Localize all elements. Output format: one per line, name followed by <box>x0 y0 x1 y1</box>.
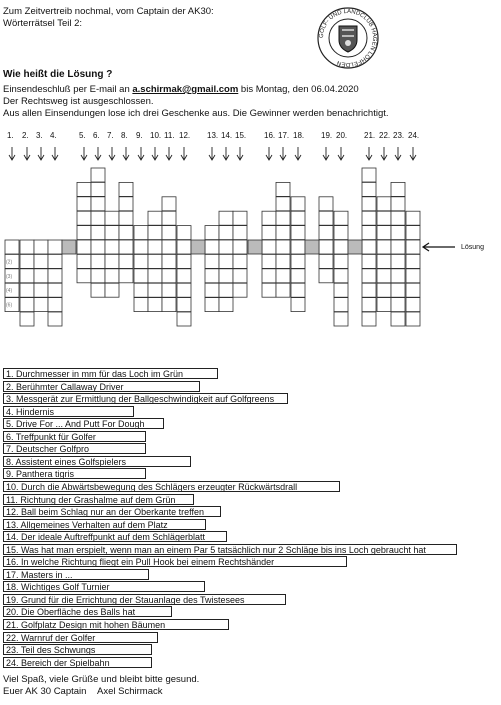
grid-cell[interactable] <box>334 254 348 268</box>
grid-cell[interactable] <box>377 240 391 254</box>
grid-cell[interactable] <box>91 283 105 297</box>
column-number: 4. <box>50 131 57 140</box>
grid-cell[interactable] <box>276 197 290 211</box>
grid-cell[interactable] <box>77 226 91 240</box>
grid-cell[interactable] <box>219 269 233 283</box>
grid-cell[interactable] <box>148 298 162 312</box>
email-link[interactable]: a.schirmak@gmail.com <box>132 84 239 95</box>
grid-cell[interactable] <box>319 269 333 283</box>
down-arrow-icon <box>280 147 286 160</box>
grid-cell[interactable] <box>262 226 276 240</box>
grid-cell[interactable] <box>177 240 191 254</box>
down-arrow-icon <box>152 147 158 160</box>
grid-cell[interactable] <box>233 211 247 225</box>
grid-cell[interactable] <box>291 226 305 240</box>
grid-cell[interactable] <box>291 211 305 225</box>
grid-cell[interactable] <box>233 269 247 283</box>
down-arrow-icon <box>52 147 58 160</box>
grid-cell[interactable] <box>334 226 348 240</box>
grid-cell[interactable] <box>391 298 405 312</box>
grid-cell[interactable] <box>291 298 305 312</box>
down-arrow-icon <box>266 147 272 160</box>
grid-cell[interactable] <box>377 269 391 283</box>
grid-cell[interactable] <box>119 211 133 225</box>
column-number: 1. <box>7 131 14 140</box>
grid-cell[interactable] <box>262 269 276 283</box>
grid-cell[interactable] <box>219 283 233 297</box>
grid-cell[interactable] <box>377 298 391 312</box>
grid-cell[interactable] <box>105 240 119 254</box>
grid-cell[interactable] <box>219 211 233 225</box>
clue-item: 9. Panthera tigris <box>3 468 146 479</box>
grid-cell[interactable] <box>362 240 376 254</box>
grid-cell[interactable] <box>134 298 148 312</box>
grid-cell[interactable] <box>233 226 247 240</box>
column-number: 24. <box>408 131 420 140</box>
clue-item: 19. Grund für die Errichtung der Stauanlage des Twistesees <box>3 594 286 605</box>
clue-item: 6. Treffpunkt für Golfer <box>3 431 146 442</box>
grid-cell[interactable] <box>219 298 233 312</box>
grid-cell[interactable] <box>391 312 405 326</box>
grid-cell[interactable] <box>119 254 133 268</box>
grid-cell[interactable] <box>91 269 105 283</box>
down-arrow-icon <box>109 147 115 160</box>
clue-item: 11. Richtung der Grashalme auf dem Grün <box>3 494 194 505</box>
column-number: 5. <box>79 131 86 140</box>
grid-cell[interactable] <box>119 182 133 196</box>
grid-cell[interactable] <box>162 283 176 297</box>
down-arrow-icon <box>181 147 187 160</box>
grid-cell[interactable] <box>205 269 219 283</box>
column-number: 12. <box>179 131 191 140</box>
grid-cell[interactable] <box>5 240 19 254</box>
grid-cell[interactable] <box>276 211 290 225</box>
clue-item: 10. Durch die Abwärtsbewegung des Schlägers erzeugter Rückwärtsdrall <box>3 481 340 492</box>
down-arrow-icon <box>81 147 87 160</box>
grid-cell[interactable] <box>219 240 233 254</box>
signature <box>3 686 162 697</box>
grid-cell[interactable] <box>119 269 133 283</box>
grid-cell[interactable] <box>48 240 62 254</box>
down-arrow-icon <box>381 147 387 160</box>
grid-cell[interactable] <box>391 197 405 211</box>
grid-cell[interactable] <box>406 312 420 326</box>
row-marker: (2) <box>6 259 13 266</box>
grid-cell[interactable] <box>406 269 420 283</box>
down-arrow-icon <box>9 147 15 160</box>
grid-cell[interactable] <box>134 240 148 254</box>
down-arrow-icon <box>323 147 329 160</box>
grid-cell[interactable] <box>20 283 34 297</box>
grid-cell[interactable] <box>148 283 162 297</box>
separator-cell <box>248 240 262 254</box>
grid-cell[interactable] <box>177 283 191 297</box>
grid-cell[interactable] <box>276 269 290 283</box>
separator-cell <box>305 240 319 254</box>
down-arrow-icon <box>366 147 372 160</box>
grid-cell[interactable] <box>276 240 290 254</box>
grid-cell[interactable] <box>391 182 405 196</box>
clue-item: 2. Berühmter Callaway Driver <box>3 381 200 392</box>
grid-cell[interactable] <box>291 240 305 254</box>
grid-cell[interactable] <box>362 168 376 182</box>
grid-cell[interactable] <box>205 254 219 268</box>
grid-cell[interactable] <box>105 254 119 268</box>
clue-item: 15. Was hat man erspielt, wenn man an einem Par 5 tatsächlich nur 2 Schläge bis ins Loch gebraucht hat <box>3 544 457 555</box>
grid-cell[interactable] <box>377 211 391 225</box>
clue-item: 23. Teil des Schwungs <box>3 644 152 655</box>
grid-cell[interactable] <box>20 312 34 326</box>
column-number: 11. <box>164 131 175 140</box>
grid-cell[interactable] <box>134 226 148 240</box>
clue-item: 14. Der ideale Auftreffpunkt auf dem Schlägerblatt <box>3 531 227 542</box>
grid-cell[interactable] <box>233 240 247 254</box>
grid-cell[interactable] <box>291 197 305 211</box>
grid-cell[interactable] <box>362 269 376 283</box>
grid-cell[interactable] <box>377 197 391 211</box>
grid-cell[interactable] <box>406 254 420 268</box>
grid-cell[interactable] <box>177 298 191 312</box>
down-arrow-icon <box>24 147 30 160</box>
grid-cell[interactable] <box>148 211 162 225</box>
grid-cell[interactable] <box>91 240 105 254</box>
clue-item: 16. In welche Richtung fliegt ein Pull Hook bei einem Rechtshänder <box>3 556 347 567</box>
column-number: 7. <box>107 131 114 140</box>
grid-cell[interactable] <box>77 197 91 211</box>
column-number: 18. <box>293 131 305 140</box>
grid-cell[interactable] <box>276 226 290 240</box>
crest-ring-text: GOLF- UND LANDCLUB HAGEN LOHFELDEN <box>318 8 378 68</box>
solution-arrow-icon <box>423 243 455 251</box>
down-arrow-icon <box>295 147 301 160</box>
grid-cell[interactable] <box>377 254 391 268</box>
grid-cell[interactable] <box>362 211 376 225</box>
grid-cell[interactable] <box>362 197 376 211</box>
deadline-prefix: Einsendeschluß per E-mail an <box>3 84 133 95</box>
grid-cell[interactable] <box>177 226 191 240</box>
grid-cell[interactable] <box>406 211 420 225</box>
column-number: 14. <box>221 131 233 140</box>
grid-cell[interactable] <box>48 283 62 297</box>
grid-cell[interactable] <box>262 240 276 254</box>
grid-cell[interactable] <box>334 269 348 283</box>
grid-cell[interactable] <box>162 254 176 268</box>
column-number: 8. <box>121 131 128 140</box>
down-arrow-icon <box>223 147 229 160</box>
subtitle: Wörterrätsel Teil 2: <box>3 18 83 29</box>
grid-cell[interactable] <box>276 254 290 268</box>
grid-cell[interactable] <box>91 168 105 182</box>
grid-cell[interactable] <box>48 312 62 326</box>
grid-cell[interactable] <box>319 254 333 268</box>
grid-cell[interactable] <box>391 226 405 240</box>
grid-cell[interactable] <box>148 240 162 254</box>
grid-cell[interactable] <box>162 269 176 283</box>
grid-cell[interactable] <box>219 226 233 240</box>
legal-note: Der Rechtsweg ist ausgeschlossen. <box>3 96 154 107</box>
grid-cell[interactable] <box>91 211 105 225</box>
grid-cell[interactable] <box>377 226 391 240</box>
grid-cell[interactable] <box>233 283 247 297</box>
grid-cell[interactable] <box>148 226 162 240</box>
down-arrow-icon <box>138 147 144 160</box>
intro-line: Zum Zeitvertreib nochmal, vom Captain der AK30: <box>3 6 214 17</box>
grid-cell[interactable] <box>262 254 276 268</box>
column-number: 20. <box>336 131 348 140</box>
deadline-suffix: bis Montag, den 06.04.2020 <box>238 84 359 95</box>
grid-cell[interactable] <box>319 211 333 225</box>
column-number: 21. <box>364 131 376 140</box>
grid-cell[interactable] <box>291 283 305 297</box>
clue-item: 3. Messgerät zur Ermittlung der Ballgeschwindigkeit auf Golfgreens <box>3 393 288 404</box>
column-number: 17. <box>278 131 290 140</box>
down-arrow-icon <box>123 147 129 160</box>
clue-item: 18. Wichtiges Golf Turnier <box>3 581 205 592</box>
clue-item: 5. Drive For ... And Putt For Dough <box>3 418 164 429</box>
grid-cell[interactable] <box>48 269 62 283</box>
clue-item: 22. Warnruf der Golfer <box>3 632 158 643</box>
grid-cell[interactable] <box>162 211 176 225</box>
grid-cell[interactable] <box>177 254 191 268</box>
grid-cell[interactable] <box>162 197 176 211</box>
grid-cell[interactable] <box>162 226 176 240</box>
grid-cell[interactable] <box>334 298 348 312</box>
grid-cell[interactable] <box>319 197 333 211</box>
grid-cell[interactable] <box>262 283 276 297</box>
grid-cell[interactable] <box>77 269 91 283</box>
grid-cell[interactable] <box>48 298 62 312</box>
grid-cell[interactable] <box>77 211 91 225</box>
column-number: 23. <box>393 131 405 140</box>
down-arrow-icon <box>410 147 416 160</box>
separator-cell <box>348 240 362 254</box>
grid-cell[interactable] <box>77 254 91 268</box>
grid-cell[interactable] <box>134 283 148 297</box>
grid-cell[interactable] <box>20 298 34 312</box>
grid-cell[interactable] <box>319 240 333 254</box>
grid-cell[interactable] <box>362 283 376 297</box>
column-number: 9. <box>136 131 143 140</box>
column-number: 10. <box>150 131 162 140</box>
grid-cell[interactable] <box>391 269 405 283</box>
grid-cell[interactable] <box>105 283 119 297</box>
grid-cell[interactable] <box>362 312 376 326</box>
clue-item: 13. Allgemeines Verhalten auf dem Platz <box>3 519 206 530</box>
clue-item: 8. Assistent eines Golfspielers <box>3 456 191 467</box>
grid-cell[interactable] <box>319 226 333 240</box>
solution-label: Lösung <box>461 244 484 251</box>
grid-cell[interactable] <box>291 269 305 283</box>
grid-cell[interactable] <box>406 298 420 312</box>
separator-cell <box>62 240 76 254</box>
grid-cell[interactable] <box>406 283 420 297</box>
grid-cell[interactable] <box>148 254 162 268</box>
grid-cell[interactable] <box>334 283 348 297</box>
grid-cell[interactable] <box>134 269 148 283</box>
grid-cell[interactable] <box>105 211 119 225</box>
signature-title: Euer AK 30 Captain <box>3 686 87 697</box>
clue-item: 4. Hindernis <box>3 406 134 417</box>
grid-cell[interactable] <box>77 182 91 196</box>
separator-cell <box>191 240 205 254</box>
column-number: 2. <box>22 131 29 140</box>
grid-cell[interactable] <box>391 254 405 268</box>
grid-cell[interactable] <box>391 283 405 297</box>
grid-cell[interactable] <box>119 240 133 254</box>
down-arrow-icon <box>209 147 215 160</box>
column-number: 13. <box>207 131 219 140</box>
grid-cell[interactable] <box>119 226 133 240</box>
column-number: 3. <box>36 131 43 140</box>
grid-cell[interactable] <box>34 298 48 312</box>
grid-cell[interactable] <box>362 226 376 240</box>
grid-cell[interactable] <box>219 254 233 268</box>
grid-cell[interactable] <box>177 312 191 326</box>
grid-cell[interactable] <box>48 254 62 268</box>
grid-cell[interactable] <box>406 240 420 254</box>
grid-cell[interactable] <box>391 211 405 225</box>
grid-cell[interactable] <box>34 254 48 268</box>
grid-cell[interactable] <box>162 240 176 254</box>
grid-cell[interactable] <box>291 254 305 268</box>
column-number: 15. <box>235 131 247 140</box>
column-number: 6. <box>93 131 100 140</box>
grid-cell[interactable] <box>334 312 348 326</box>
grid-cell[interactable] <box>34 283 48 297</box>
clue-item: 1. Durchmesser in mm für das Loch im Grün <box>3 368 218 379</box>
signature-name: Axel Schirmack <box>97 686 163 697</box>
grid-cell[interactable] <box>334 240 348 254</box>
grid-cell[interactable] <box>205 298 219 312</box>
down-arrow-icon <box>38 147 44 160</box>
clue-item: 24. Bereich der Spielbahn <box>3 657 152 668</box>
grid-cell[interactable] <box>233 254 247 268</box>
grid-cell[interactable] <box>205 283 219 297</box>
row-marker: (3) <box>6 273 13 280</box>
clue-item: 17. Masters in ... <box>3 569 149 580</box>
raffle-note: Aus allen Einsendungen lose ich drei Geschenke aus. Die Gewinner werden benachrichtigt. <box>3 108 389 119</box>
grid-cell[interactable] <box>362 254 376 268</box>
grid-cell[interactable] <box>205 226 219 240</box>
grid-cell[interactable] <box>276 182 290 196</box>
grid-cell[interactable] <box>20 269 34 283</box>
grid-cell[interactable] <box>91 226 105 240</box>
clue-item: 21. Golfplatz Design mit hohen Bäumen <box>3 619 229 630</box>
grid-cell[interactable] <box>391 240 405 254</box>
clue-item: 20. Die Oberfläche des Balls hat <box>3 606 172 617</box>
down-arrow-icon <box>395 147 401 160</box>
grid-cell[interactable] <box>205 240 219 254</box>
question-heading: Wie heißt die Lösung ? <box>3 69 113 80</box>
down-arrow-icon <box>95 147 101 160</box>
grid-cell[interactable] <box>162 298 176 312</box>
grid-cell[interactable] <box>276 283 290 297</box>
grid-cell[interactable] <box>119 197 133 211</box>
grid-cell[interactable] <box>20 240 34 254</box>
grid-cell[interactable] <box>77 240 91 254</box>
grid-cell[interactable] <box>377 283 391 297</box>
row-marker: (6) <box>6 302 13 309</box>
clue-item: 7. Deutscher Golfpro <box>3 443 146 454</box>
column-number: 19. <box>321 131 333 140</box>
grid-cell[interactable] <box>362 182 376 196</box>
grid-cell[interactable] <box>406 226 420 240</box>
column-number: 16. <box>264 131 276 140</box>
down-arrow-icon <box>166 147 172 160</box>
grid-cell[interactable] <box>148 269 162 283</box>
grid-cell[interactable] <box>91 182 105 196</box>
grid-cell[interactable] <box>91 197 105 211</box>
grid-cell[interactable] <box>20 254 34 268</box>
down-arrow-icon <box>237 147 243 160</box>
row-marker: (4) <box>6 288 13 295</box>
grid-cell[interactable] <box>91 254 105 268</box>
grid-cell[interactable] <box>34 269 48 283</box>
grid-cell[interactable] <box>34 240 48 254</box>
grid-cell[interactable] <box>262 211 276 225</box>
greeting: Viel Spaß, viele Grüße und bleibt bitte gesund. <box>3 674 200 685</box>
grid-cell[interactable] <box>334 211 348 225</box>
grid-cell[interactable] <box>105 226 119 240</box>
grid-cell[interactable] <box>134 254 148 268</box>
grid-cell[interactable] <box>177 269 191 283</box>
grid-cell[interactable] <box>362 298 376 312</box>
column-number: 22. <box>379 131 391 140</box>
clue-item: 12. Ball beim Schlag nur an der Oberkante treffen <box>3 506 221 517</box>
grid-cell[interactable] <box>105 269 119 283</box>
down-arrow-icon <box>338 147 344 160</box>
